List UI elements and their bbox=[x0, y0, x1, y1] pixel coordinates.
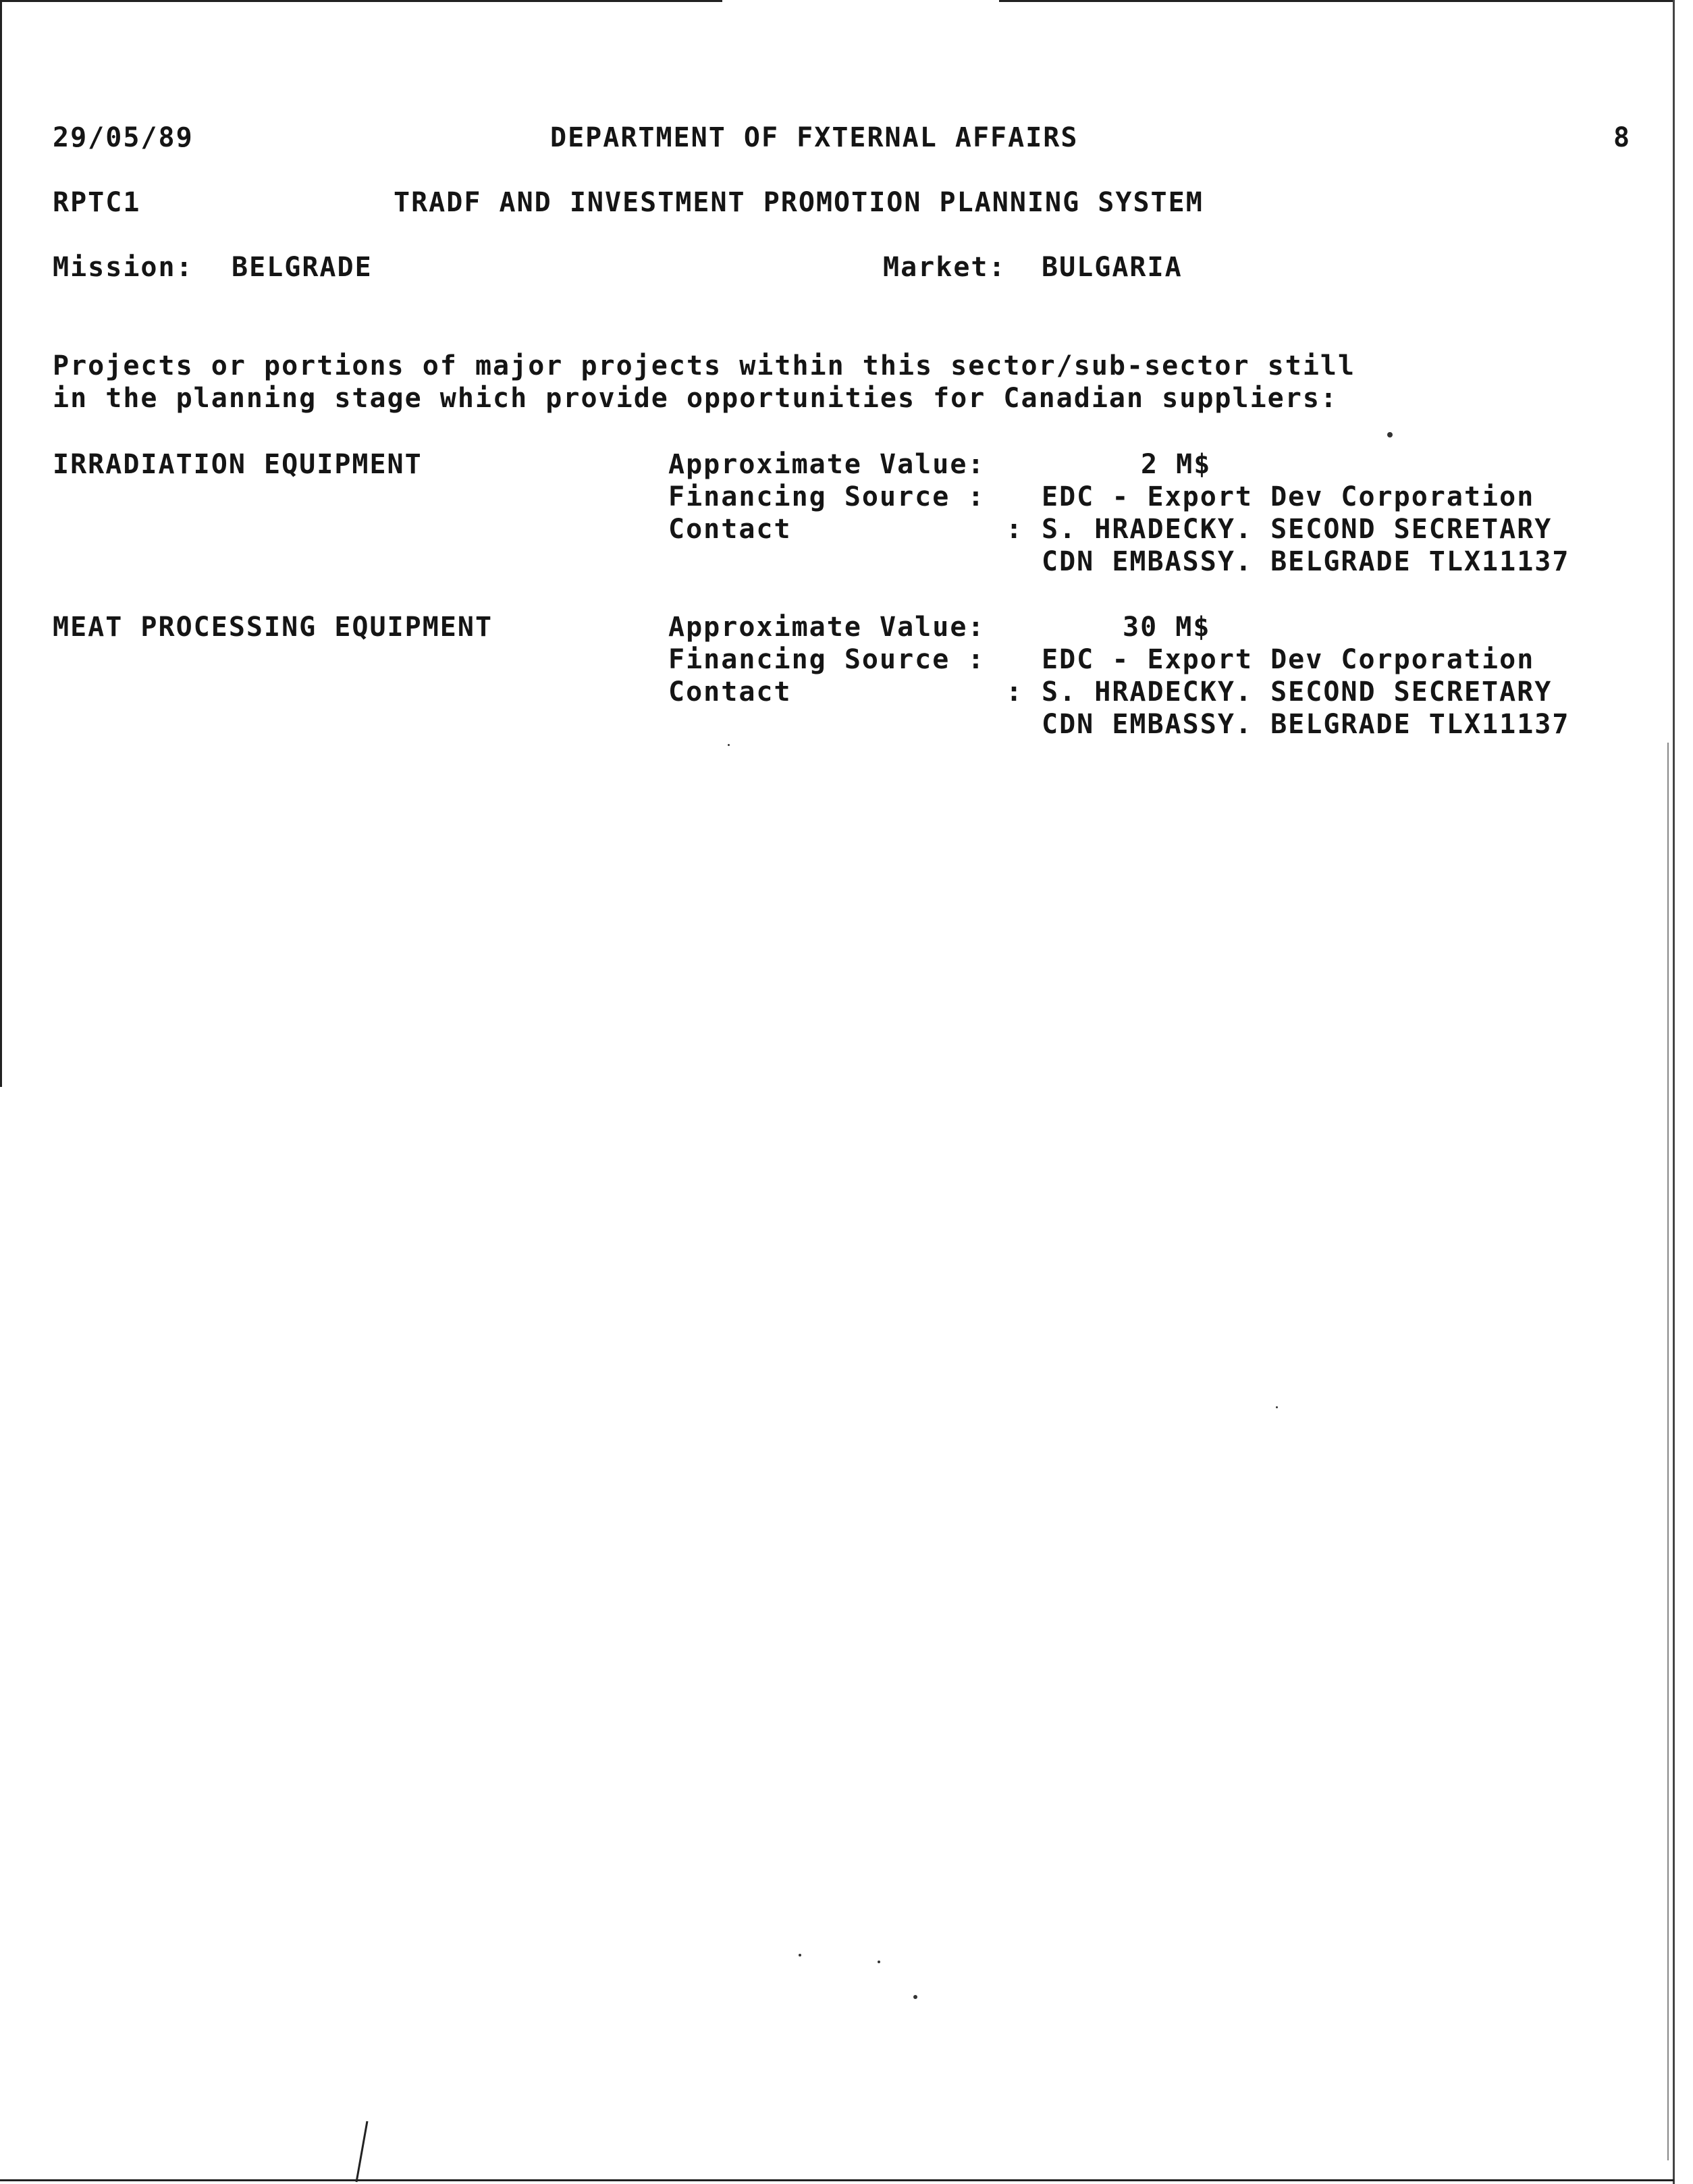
contact-label: Contact bbox=[668, 514, 792, 545]
page-number: 8 bbox=[1613, 122, 1632, 153]
project-name: MEAT PROCESSING EQUIPMENT bbox=[53, 612, 493, 643]
mission-label: Mission: bbox=[53, 252, 194, 283]
scan-speck bbox=[913, 1995, 917, 1999]
contact-line-1: S. HRADECKY. SECOND SECRETARY bbox=[1042, 676, 1553, 708]
project-name: IRRADIATION EQUIPMENT bbox=[53, 449, 423, 480]
mission-value: BELGRADE bbox=[232, 252, 373, 283]
contact-colon: : bbox=[1006, 514, 1024, 545]
contact-label: Contact bbox=[668, 676, 792, 708]
scan-right-edge-inner bbox=[1667, 743, 1669, 2160]
contact-colon: : bbox=[1006, 676, 1024, 708]
financing-source: EDC - Export Dev Corporation bbox=[1042, 644, 1535, 675]
contact-line-2: CDN EMBASSY. BELGRADE TLX11137 bbox=[1042, 546, 1570, 577]
financing-source-label: Financing Source : bbox=[668, 481, 986, 512]
scan-top-edge-right bbox=[999, 0, 1674, 2]
scan-mark bbox=[351, 2120, 371, 2184]
contact-line-1: S. HRADECKY. SECOND SECRETARY bbox=[1042, 514, 1553, 545]
report-code: RPTC1 bbox=[53, 187, 141, 218]
scan-speck bbox=[728, 744, 730, 746]
system-title: TRADF AND INVESTMENT PROMOTION PLANNING SYSTEM bbox=[394, 187, 1204, 218]
approximate-value: 30 M$ bbox=[1123, 612, 1211, 643]
market-label: Market: bbox=[883, 252, 1006, 283]
contact-line-2: CDN EMBASSY. BELGRADE TLX11137 bbox=[1042, 709, 1570, 740]
scan-bottom-edge bbox=[0, 2179, 1674, 2181]
scan-speck bbox=[1387, 432, 1393, 437]
financing-source: EDC - Export Dev Corporation bbox=[1042, 481, 1535, 512]
scan-left-edge bbox=[0, 0, 2, 1087]
intro-line-2: in the planning stage which provide opportunities for Canadian suppliers: bbox=[53, 383, 1338, 414]
approximate-value-label: Approximate Value: bbox=[668, 612, 986, 643]
scan-speck bbox=[1276, 1406, 1278, 1408]
report-date: 29/05/89 bbox=[53, 122, 194, 153]
approximate-value: 2 M$ bbox=[1141, 449, 1212, 480]
intro-line-1: Projects or portions of major projects within this sector/sub-sector still bbox=[53, 350, 1356, 381]
financing-source-label: Financing Source : bbox=[668, 644, 986, 675]
approximate-value-label: Approximate Value: bbox=[668, 449, 986, 480]
scan-top-edge-left bbox=[0, 0, 722, 2]
market-value: BULGARIA bbox=[1042, 252, 1183, 283]
scan-speck bbox=[878, 1961, 880, 1963]
department-title: DEPARTMENT OF FXTERNAL AFFAIRS bbox=[550, 122, 1079, 153]
scan-right-edge bbox=[1673, 0, 1675, 2184]
scan-speck bbox=[799, 1954, 801, 1956]
